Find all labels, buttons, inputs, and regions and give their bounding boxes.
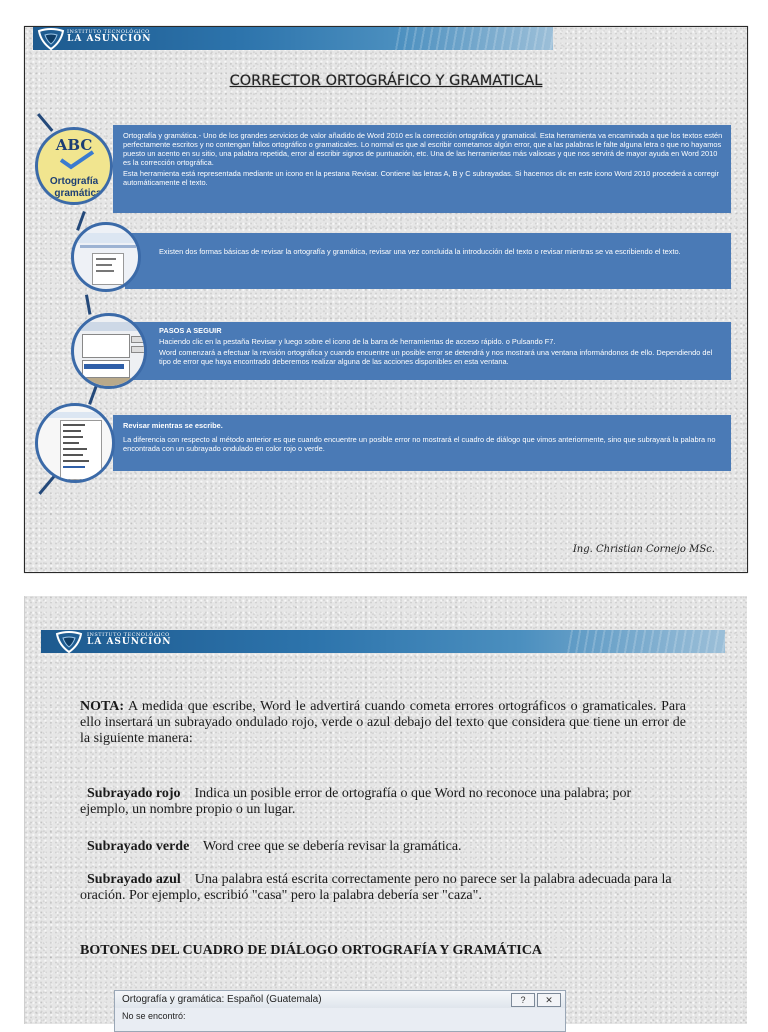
subrayado-verde-text: Word cree que se debería revisar la gramática. (189, 839, 462, 854)
shield-logo-icon (37, 28, 65, 50)
subrayado-azul-paragraph (80, 856, 680, 904)
gramatica-label: gramática (54, 188, 102, 199)
close-button[interactable]: ✕ (537, 993, 561, 1007)
ortografia-label: Ortografía (49, 176, 99, 187)
logo-line-2: LA ASUNCIÓN (87, 637, 172, 647)
slide-title: CORRECTOR ORTOGRÁFICO Y GRAMATICAL (229, 73, 543, 89)
section-heading: BOTONES DEL CUADRO DE DIÁLOGO ORTOGRAFÍA Y GRAMÁTICA (80, 943, 542, 958)
subrayado-azul-label: Subrayado azul (87, 872, 181, 887)
abc-label: ABC (55, 136, 93, 154)
logo-text (67, 29, 151, 44)
block-3-paragraph-1: Haciendo clic en la pestaña Revisar y luego sobre el icono de la barra de herramientas de acceso rápido. o Pulsando F7. (159, 337, 556, 346)
subrayado-verde-label: Subrayado verde (87, 839, 190, 854)
subrayado-rojo-label: Subrayado rojo (87, 786, 181, 801)
header-banner (41, 630, 725, 653)
block-3-paragraph-2: Word comenzará a efectuar la revisión ortográfica y cuando encuentre un posible error se detendrá y nos mostrará una ventana informándonos de ello. Dependiendo del tipo de error que haya encontrado deberemos realizar alguna de las acciones disponibles en esta ventana. (159, 348, 713, 366)
word-ribbon-screenshot (71, 222, 141, 292)
spellcheck-abc-icon (35, 127, 113, 205)
context-menu-screenshot (35, 403, 115, 483)
spelling-dialog-screenshot (71, 313, 147, 389)
nota-label: NOTA: (80, 699, 125, 714)
subrayado-rojo-text: Indica un posible error de ortografía o que Word no reconoce una palabra; por ejemplo, un nombre propio o un lugar. (80, 786, 635, 817)
block-1-paragraph-1: Ortografía y gramática.- Uno de los grandes servicios de valor añadido de Word 2010 es la corrección ortográfica y gramatical. Esta herramienta va encaminada a que los textos estén perfectamente escritos y no contengan fallos ortográfico o gramaticales. Lo normal es que al escribir cometamos algún error, que a las palabras le falte alguna letra o que no hayamos puesto un acento en su sitio, una palabra repetida, error al escribir signos de puntuación, etc. Una de las herramientas más valiosas y que nos servirá de mayor ayuda en Word 2010 es la corrección ortográfica. (123, 131, 723, 167)
block-4-paragraph-1: La diferencia con respecto al método anterior es que cuando encuentre un posible error no mostrará el cuadro de diálogo que vimos anteriormente, sino que subrayará la palabra no encontrada con un subrayado ondulado en color rojo o verde. (123, 435, 716, 453)
info-block-4 (113, 415, 731, 471)
info-block-1 (113, 125, 731, 213)
help-button[interactable]: ? (511, 993, 535, 1007)
shield-logo-icon (55, 631, 83, 653)
logo-line-2: LA ASUNCIÓN (67, 34, 152, 44)
nota-paragraph (80, 699, 686, 747)
dialog-title: Ortografía y gramática: Español (Guatemala) (122, 994, 322, 1005)
info-block-2 (125, 233, 731, 289)
author-signature: Ing. Christian Cornejo MSc. (572, 544, 715, 555)
connector-line (37, 113, 53, 132)
dialog-window-buttons (511, 993, 561, 1007)
nota-text: A medida que escribe, Word le advertirá cuando cometa errores ortográficos o gramaticales. Para ello insertará un subrayado ondulado rojo, verde o azul debajo del texto que considera que tiene un error de la siguiente manera: (80, 699, 686, 746)
not-found-label: No se encontró: (122, 1011, 186, 1021)
header-banner (33, 27, 553, 50)
subrayado-verde-paragraph (80, 823, 680, 855)
info-block-3 (125, 322, 731, 380)
slide-1 (24, 26, 748, 573)
subrayado-azul-text: Una palabra está escrita correctamente pero no parece ser la palabra adecuada para la oración. Por ejemplo, escribió "casa" pero la palabra debería ser "caza". (80, 872, 676, 903)
subrayado-rojo-paragraph (80, 770, 680, 818)
logo-line-1: INSTITUTO TECNOLÓGICO (87, 632, 170, 638)
checkmark-icon (57, 150, 97, 170)
logo-text (87, 632, 171, 647)
connector-line (85, 294, 91, 314)
banner-texture (393, 27, 553, 50)
logo-line-1: INSTITUTO TECNOLÓGICO (67, 29, 150, 35)
connector-line (88, 385, 98, 405)
banner-texture (565, 630, 725, 653)
block-1-paragraph-2: Esta herramienta está representada mediante un icono en la pestana Revisar. Contiene las letras A, B y C subrayadas. Si hacemos clic en este icono Word 2010 procederá a corregir automáticamente el texto. (123, 169, 719, 187)
block-2-paragraph: Existen dos formas básicas de revisar la ortografía y gramática, revisar una vez concluida la introducción del texto o revisar mientras se va escribiendo el texto. (159, 247, 681, 256)
dialog-titlebar (115, 991, 565, 1008)
spelling-dialog (114, 990, 566, 1032)
block-4-heading: Revisar mientras se escribe. (123, 421, 223, 430)
block-3-heading: PASOS A SEGUIR (159, 326, 222, 335)
